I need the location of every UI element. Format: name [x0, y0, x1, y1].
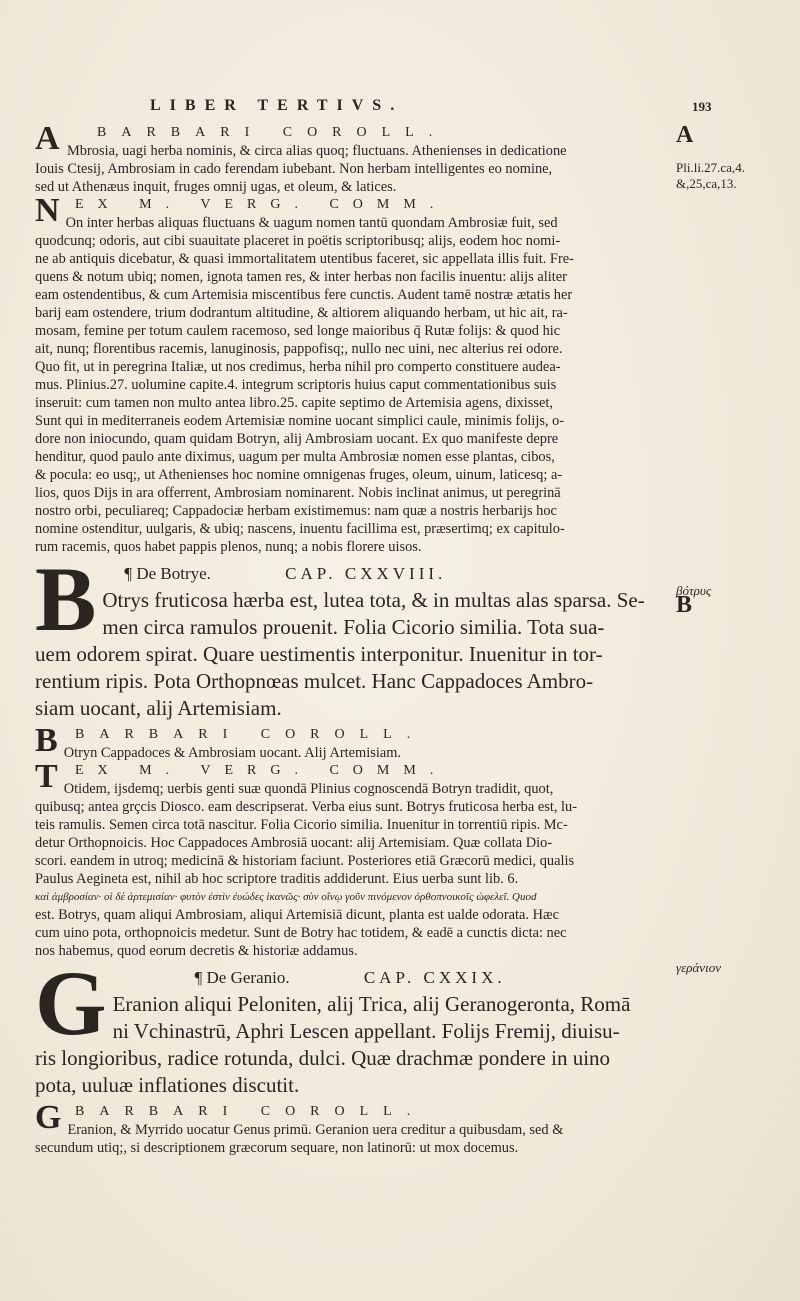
text-line: Eranion, & Myrrido uocatur Genus primū. Geranion uera creditur a quibusdam, sed &	[67, 1122, 564, 1138]
text-line: nostro orbi, peculiareq; Cappadociæ herbam existimemus: nam quæ a nostris herbarijs hoc	[35, 503, 557, 519]
text-line: henditur, quod paulo ante diximus, uagum per multa Ambrosiæ nomen esse plantas, cibos,	[35, 449, 555, 465]
text-line: barij eam ostendere, trium dodrantum altitudine, & altiorem aliquando herbam, ut hic ait, ra-	[35, 305, 568, 321]
sub-heading: EX M. VERG. COMM.	[75, 197, 448, 212]
barbari-coroll-section-1	[35, 124, 655, 196]
text-line: ait, nunq; florentibus racemis, lanuginosis, pappofisq;, nullo nec uini, nec alterius rei odore.	[35, 341, 563, 357]
text-line: men circa ramulos prouenit. Folia Cicorio similia. Tota sua-	[102, 615, 605, 639]
text-line: On inter herbas aliquas fluctuans & uagum nomen tantū quondam Ambrosiæ fuit, sed	[65, 215, 558, 231]
text-line: & pocula: eo usq;, ut Athenienses hoc nomine omnigenas fruges, oleum, uinum, laticesq; a-	[35, 467, 563, 483]
text-line: uem odorem spirat. Quare uestimentis interponitur. Inuenitur in tor-	[35, 642, 603, 666]
text-line: Iouis Ctesij, Ambrosiam in cado ferendam iubebant. Non herbam intelligentes eo nomine,	[35, 161, 553, 177]
chapter-number: CAP. CXXIX.	[363, 968, 506, 987]
text-line: nomine ostenditur, uulgaris, & ubiq; nascens, inuentu facillima est, præsertimq; ex capitulo-	[35, 521, 565, 537]
text-line: mus. Plinius.27. uolumine capite.4. integrum scriptoris huius caput commentationibus suis	[35, 377, 557, 393]
chapter-botrys	[35, 560, 655, 722]
chapter-drop-cap: B	[35, 560, 97, 650]
margin-reference-1: Pli.li.27.ca,4.	[676, 160, 745, 175]
text-line: est. Botrys, quam aliqui Ambrosiam, aliqui Artemisiā dicunt, planta est ualde odorata. Hæc	[35, 907, 559, 923]
text-line: eam ostendentibus, & cum Artemisia miscentibus fere cunctis. Audent tamē nostræ ætatis her	[35, 287, 573, 303]
sub-drop-cap: N	[35, 196, 60, 229]
running-head: LIBER TERTIVS.	[150, 97, 404, 114]
body-text	[35, 124, 655, 1157]
text-line: Quo fit, ut in peregrina Italiæ, ut nos credimus, herba nihil pro comperto constituere audea-	[35, 359, 561, 375]
text-line: sed ut Athenæus inquit, fruges omnij ugas, et oleum, & latices.	[35, 179, 397, 195]
text-line: ne ab antiquis dicebatur, & quasi immortalitatem utentibus faceret, sic appellata illis fuit. Fre-	[35, 251, 574, 267]
text-line: quens & notum ubiq; nomen, ignota tamen res, & inter herbas non facilis inuentu: alijs aliter	[35, 269, 567, 285]
heading-text: BARBARI COROLL.	[75, 727, 426, 742]
chapter-title: ¶ De Geranio.	[194, 968, 290, 987]
text-line: dore non iniocundo, quam quidam Botryn, alij Ambrosiam uocant. Ex quo manifeste depre	[35, 431, 559, 447]
heading-text: BARBARI COROLL.	[97, 125, 448, 140]
heading-drop-cap: B	[35, 726, 58, 759]
text-line: pota, uuluæ inflationes discutit.	[35, 1073, 300, 1097]
margin-greek-geranion: γεράνιον	[676, 960, 721, 975]
text-line: Sunt qui in mediterraneis eodem Artemisiæ nomine uocant simplici caule, minimis folijs, o-	[35, 413, 565, 429]
text-line: quodcunq; odoris, aut cibi suauitate placeret in poëtis scriptoribusq; alijs, eodem hoc nomi-	[35, 233, 561, 249]
barbari-coroll-section-3	[35, 1103, 655, 1157]
margin-reference-2: &,25,ca,13.	[676, 176, 737, 191]
text-line: Otryn Cappadoces & Ambrosiam uocant. Alij Artemisiam.	[63, 745, 402, 761]
sub-heading: EX M. VERG. COMM.	[75, 763, 448, 778]
text-line: ris longioribus, radice rotunda, dulci. Quæ drachmæ pondere in uino	[35, 1046, 611, 1070]
chapter-drop-cap: G	[35, 964, 107, 1054]
text-line: quibusq; antea grçcis Dioscо. eam descripserat. Verba eius sunt. Botrys fruticosa herba est, lu-	[35, 799, 578, 815]
text-line: nos habemus, quod eorum decretis & historiæ addamus.	[35, 943, 358, 959]
heading-text: BARBARI COROLL.	[75, 1104, 426, 1119]
ex-verg-comm-section-2	[35, 762, 655, 960]
margin-letter-b: B	[676, 592, 693, 618]
chapter-geranion	[35, 964, 655, 1099]
chapter-title-line	[35, 560, 655, 587]
sub-drop-cap: T	[35, 762, 58, 795]
chapter-number: CAP. CXXVIII.	[285, 564, 447, 583]
margin-letter-a: A	[676, 122, 694, 148]
heading-drop-cap: A	[35, 124, 60, 157]
chapter-title: ¶ De Botrye.	[124, 564, 211, 583]
text-line: secundum utiq;, si descriptionem græcorum sequare, non latinorū: ut mox docemus.	[35, 1140, 519, 1156]
text-line: ni Vchinastrū, Aphri Lescen appellant. Folijs Fremij, diuisu-	[112, 1019, 620, 1043]
text-line: siam uocant, alij Artemisiam.	[35, 696, 282, 720]
text-line: rum racemis, quos habet pappis plenos, nunq; a nobis florere uisos.	[35, 539, 422, 555]
heading-drop-cap: G	[35, 1103, 62, 1136]
text-line: inseruit: cum tamen non multo antea libro.25. capite septimo de Artemisia agens, dixisset,	[35, 395, 553, 411]
text-line: Mbrosia, uagi herba nominis, & circa alias quoq; fluctuans. Athenienses in dedicatione	[67, 143, 567, 159]
page-number: 193	[692, 99, 712, 114]
margin-greek-botrys: βότρυς	[676, 583, 712, 598]
text-line: mosam, femine per totum caulem racemoso, sed longe maioribus q̄ Rutæ folijs: & quod hic	[35, 323, 561, 339]
text-line: Otrys fruticosa hærba est, lutea tota, & in multas alas sparsa. Se-	[102, 588, 645, 612]
barbari-coroll-section-2	[35, 726, 655, 762]
greek-text-line: καὶ ἀμβροσίαν· οἱ δὲ ἀρτεμισίαν· φυτὸν ἐστὶν ἐυώδες ἱκανῶς· σὺν οἴνῳ γοῦν πινόμενον ὀρθοπνοικοῖς ὠφελεῖ. Quod	[35, 891, 537, 903]
text-line: scori. eandem in utroq; medicinā & historiam faciunt. Posteriores etiā Græcorū medici, qualis	[35, 853, 575, 869]
text-line: Paulus Aegineta est, nihil ab hoc scriptore traditis addiderunt. Eius uerba sunt lib. 6.	[35, 871, 519, 887]
text-line: Eranion aliqui Peloniten, alij Trica, alij Geranogeronta, Romā	[112, 992, 631, 1016]
ex-verg-comm-section-1	[35, 196, 655, 556]
text-line: detur Orthopnoicis. Hoc Cappadoces Ambrosiā uocant: alij Artemisiam. Quæ collata Dio-	[35, 835, 553, 851]
chapter-title-line	[35, 964, 655, 991]
text-line: lios, quos Dijs in ara offerrent, Ambrosiam nominarent. Nobis inclinat animus, ut peregrinā	[35, 485, 561, 501]
text-line: rentium ripis. Pota Orthopnœas mulcet. Hanc Cappadoces Ambro-	[35, 669, 594, 693]
text-line: teis ramulis. Semen circa totā nascitur. Folia Cicorio similia. Inuenitur in torrentiū ripis. Mc-	[35, 817, 568, 833]
text-line: Otidem, ijsdemq; uerbis genti suæ quondā Plinius cognoscendā Botryn tradidit, quot,	[63, 781, 554, 797]
text-line: cum uino pota, orthopnoicis medetur. Sunt de Botry hac totidem, & eadē a cunctis dicta: nec	[35, 925, 567, 941]
